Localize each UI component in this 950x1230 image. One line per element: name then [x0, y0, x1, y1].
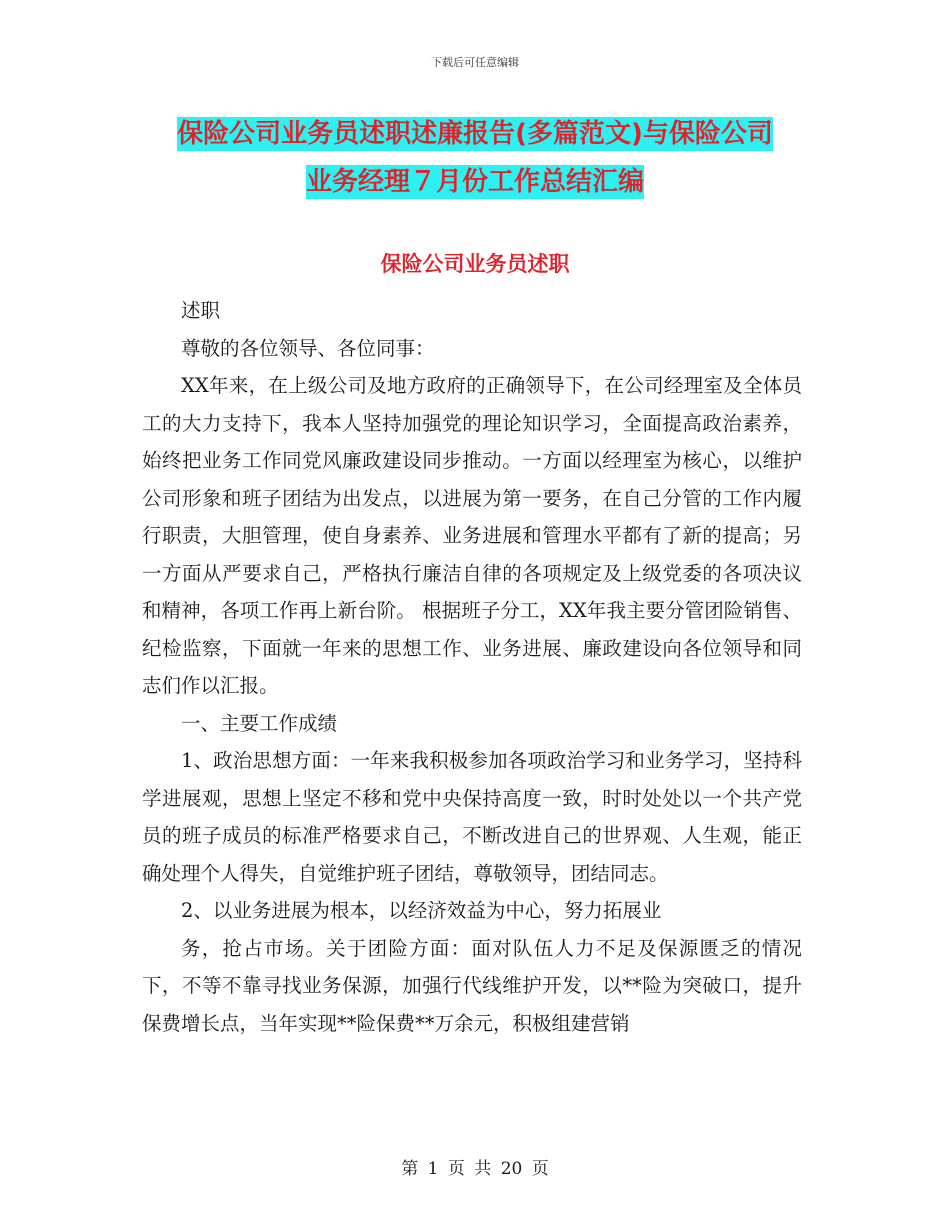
document-body — [142, 292, 802, 1042]
paragraph-business-heading: 2、以业务进展为根本，以经济效益为中心，努力拓展业 — [181, 899, 662, 922]
page-footer-page-number: 第 1 页 共 20 页 — [401, 1159, 549, 1179]
paragraph-intro: XX年来，在上级公司及地方政府的正确领导下，在公司经理室及全体员工的大力支持下，我本人坚持加强党的理论知识学习，全面提高政治素养，始终把业务工作同党风廉政建设同步推动。一方面以经理室为核心，以维护公司形象和班子团结为出发点，以进展为第一要务，在自己分管的工作内履行职责，大胆管理，使自身素养、业务进展和管理水平都有了新的提高；另一方面从严要求自己，严格执行廉洁自律的各项规定及上级党委的各项决议和精神，各项工作再上新台阶。 根据班子分工，XX年我主要分管团险销售、纪检监察，下面就一年来的思想工作、业务进展、廉政建设向各位领导和同志们作以汇报。 — [142, 374, 802, 697]
paragraph-heading-shuzhi: 述职 — [181, 299, 221, 322]
document-title — [140, 110, 810, 206]
document-title-line-1: 保险公司业务员述职述廉报告(多篇范文)与保险公司 — [177, 119, 773, 149]
page-header-note: 下载后可任意编辑 — [431, 56, 519, 69]
paragraph-business: 务，抢占市场。关于团险方面：面对队伍人力不足及保源匮乏的情况下，不等不靠寻找业务保源，加强行代线维护开发，以**险为突破口，提升保费增长点，当年实现**险保费**万余元，积极组建营销 — [142, 936, 802, 1035]
paragraph-section-heading: 一、主要工作成绩 — [181, 711, 338, 735]
document-title-line-2: 业务经理７月份工作总结汇编 — [305, 167, 644, 197]
section-title: 保险公司业务员述职 — [380, 252, 570, 276]
paragraph-political: 1、政治思想方面：一年来我积极参加各项政治学习和业务学习，坚持科学进展观，思想上坚定不移和党中央保持高度一致，时时处处以一个共产党员的班子成员的标准严格要求自己，不断改进自己的世界观、人生观，能正确处理个人得失，自觉维护班子团结，尊敬领导，团结同志。 — [142, 749, 802, 885]
paragraph-salutation: 尊敬的各位领导、各位同事： — [181, 336, 435, 360]
